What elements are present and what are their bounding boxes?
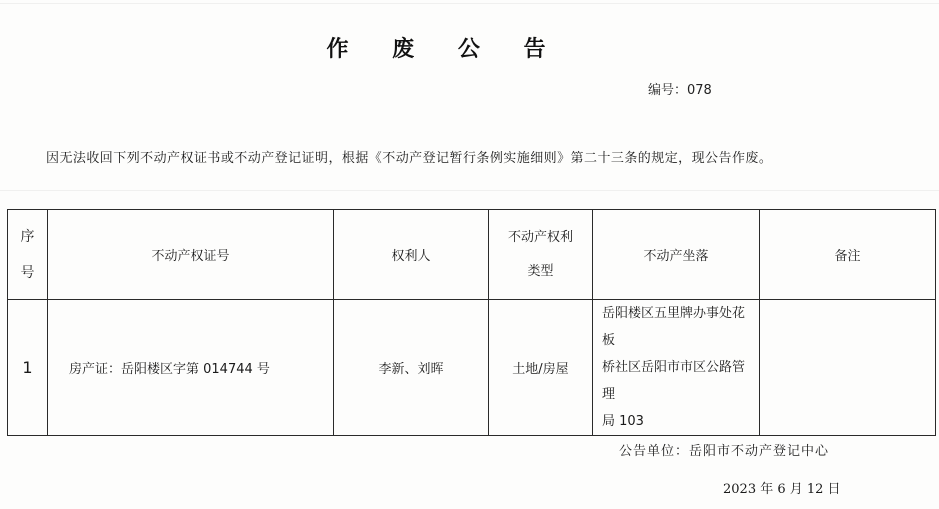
row-remarks: [760, 300, 936, 436]
header-remarks: 备注: [760, 210, 936, 300]
issue-date: 2023 年 6 月 12 日: [723, 482, 841, 497]
header-type-line1: 不动产权利: [507, 229, 573, 245]
scan-artifact: [0, 190, 939, 191]
header-type-line2: 类型: [527, 263, 554, 279]
row-right-type: 土地/房屋: [489, 300, 593, 436]
table-header-row: [8, 210, 936, 300]
row-seq: 1: [8, 300, 48, 436]
row-location-line2: 桥社区岳阳市市区公路管理: [602, 360, 746, 402]
voided-records-table: [7, 209, 936, 436]
header-certificate: 不动产权证号: [48, 210, 334, 300]
row-certificate: 房产证：岳阳楼区字第 014744 号: [48, 300, 334, 436]
header-holder: 权利人: [334, 210, 489, 300]
page-title: 作 废 公 告: [326, 36, 564, 62]
row-location-line1: 岳阳楼区五里牌办事处花板: [602, 306, 746, 348]
row-location-line3: 局 103: [602, 414, 644, 429]
header-seq: [8, 210, 48, 300]
header-seq-line2: 号: [20, 264, 35, 281]
row-location: [593, 300, 760, 436]
table-row: [8, 300, 936, 436]
header-right-type: [489, 210, 593, 300]
scan-artifact: [0, 3, 939, 4]
document-number: 编号：078: [648, 83, 712, 98]
preamble-text: 因无法收回下列不动产权证书或不动产登记证明，根据《不动产登记暂行条例实施细则》第二十三条的规定，现公告作废。: [46, 151, 773, 166]
header-location: 不动产坐落: [593, 210, 760, 300]
row-holder: 李新、刘晖: [334, 300, 489, 436]
header-seq-line1: 序: [20, 228, 35, 245]
issuing-unit: 公告单位：岳阳市不动产登记中心: [619, 444, 830, 459]
